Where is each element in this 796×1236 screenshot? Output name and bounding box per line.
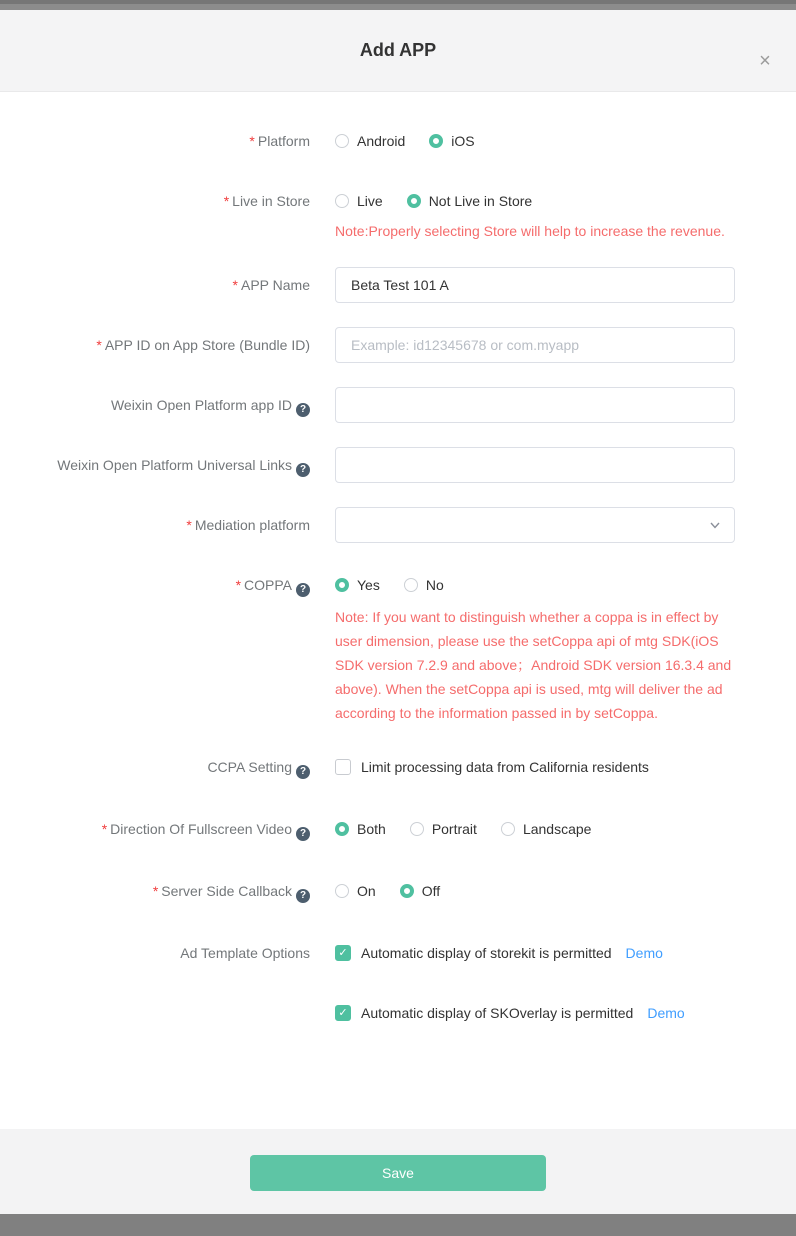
app-name-input[interactable]	[335, 267, 735, 303]
direction-radio-both[interactable]: Both	[335, 819, 386, 839]
server-callback-label: * Server Side Callback ?	[0, 881, 310, 903]
live-in-store-row	[0, 191, 796, 211]
ad-template-storekit-row	[0, 943, 796, 963]
mediation-platform-row	[0, 507, 796, 543]
weixin-app-id-row	[0, 387, 796, 423]
live-in-store-radio-group	[335, 191, 735, 211]
help-icon[interactable]: ?	[296, 889, 310, 903]
direction-radio-portrait[interactable]: Portrait	[410, 819, 477, 839]
platform-radio-ios[interactable]: iOS	[429, 131, 474, 151]
storekit-demo-link[interactable]: Demo	[625, 945, 663, 961]
check-icon: ✓	[338, 946, 348, 959]
server-callback-radio-off[interactable]: Off	[400, 881, 440, 901]
app-name-row	[0, 267, 796, 303]
server-callback-row	[0, 881, 796, 903]
ccpa-row	[0, 757, 796, 779]
app-id-label: * APP ID on App Store (Bundle ID)	[96, 337, 310, 353]
live-in-store-label: * Live in Store	[223, 193, 310, 209]
live-radio-live[interactable]: Live	[335, 191, 383, 211]
weixin-app-id-input[interactable]	[335, 387, 735, 423]
skoverlay-demo-link[interactable]: Demo	[647, 1005, 685, 1021]
server-callback-radio-group	[335, 881, 735, 901]
platform-radio-group	[335, 131, 735, 151]
direction-radio-landscape[interactable]: Landscape	[501, 819, 592, 839]
required-marker: *	[152, 883, 159, 899]
coppa-note: Note: If you want to distinguish whether a coppa is in effect by user dimension, please use the setCoppa api of mtg SDK(iOS SDK version 7.2.9 and above；Android SDK version 16.3.4 and above). When the setCoppa api is used, mtg will deliver the ad according to the information passed in by setCoppa.	[335, 609, 732, 721]
modal-footer	[0, 1129, 796, 1214]
platform-row	[0, 131, 796, 151]
weixin-app-id-label: Weixin Open Platform app ID ?	[0, 387, 310, 417]
required-marker: *	[223, 193, 230, 209]
required-marker: *	[232, 277, 238, 293]
platform-radio-android[interactable]: Android	[335, 131, 405, 151]
save-button[interactable]: Save	[250, 1155, 546, 1191]
ccpa-checkbox[interactable]	[335, 759, 351, 775]
radio-icon	[335, 194, 349, 208]
app-id-input[interactable]	[335, 327, 735, 363]
required-marker: *	[101, 821, 108, 837]
coppa-radio-group	[335, 575, 735, 595]
direction-row	[0, 819, 796, 841]
page-bottom-bar	[0, 1214, 796, 1235]
radio-selected-icon	[400, 884, 414, 898]
help-icon[interactable]: ?	[296, 765, 310, 779]
chevron-down-icon	[708, 518, 722, 532]
ccpa-label: CCPA Setting ?	[0, 757, 310, 779]
modal-header	[0, 10, 796, 92]
required-marker: *	[235, 577, 242, 593]
live-radio-not-live[interactable]: Not Live in Store	[407, 191, 533, 211]
required-marker: *	[249, 133, 255, 149]
weixin-universal-links-row	[0, 447, 796, 483]
radio-selected-icon	[335, 578, 349, 592]
radio-icon	[501, 822, 515, 836]
ccpa-checkbox-label[interactable]: Limit processing data from California residents	[361, 759, 649, 775]
radio-selected-icon	[429, 134, 443, 148]
direction-radio-group	[335, 819, 735, 839]
mediation-platform-label: * Mediation platform	[186, 517, 310, 533]
radio-icon	[335, 134, 349, 148]
weixin-universal-links-input[interactable]	[335, 447, 735, 483]
help-icon[interactable]: ?	[296, 583, 310, 597]
direction-label: * Direction Of Fullscreen Video ?	[0, 819, 310, 841]
radio-icon	[335, 884, 349, 898]
coppa-radio-no[interactable]: No	[404, 575, 444, 595]
storekit-checkbox-label[interactable]: Automatic display of storekit is permitted	[361, 945, 612, 961]
help-icon[interactable]: ?	[296, 403, 310, 417]
radio-icon	[410, 822, 424, 836]
radio-icon	[404, 578, 418, 592]
help-icon[interactable]: ?	[296, 463, 310, 477]
coppa-radio-yes[interactable]: Yes	[335, 575, 380, 595]
coppa-row	[0, 575, 796, 597]
server-callback-radio-on[interactable]: On	[335, 881, 376, 901]
radio-selected-icon	[335, 822, 349, 836]
ad-template-label: Ad Template Options	[180, 945, 310, 961]
coppa-label: * COPPA ?	[0, 575, 310, 597]
skoverlay-checkbox[interactable]	[335, 1005, 351, 1021]
ad-template-skoverlay-row	[0, 1003, 796, 1023]
modal-title: Add APP	[359, 40, 437, 60]
live-in-store-note: Note:Properly selecting Store will help to increase the revenue.	[335, 223, 725, 239]
radio-selected-icon	[407, 194, 421, 208]
weixin-universal-links-label: Weixin Open Platform Universal Links ?	[0, 447, 310, 477]
close-icon[interactable]: ×	[752, 48, 778, 74]
platform-label: * Platform	[249, 133, 310, 149]
app-name-label: * APP Name	[232, 277, 310, 293]
required-marker: *	[96, 337, 102, 353]
skoverlay-checkbox-label[interactable]: Automatic display of SKOverlay is permitted	[361, 1005, 634, 1021]
check-icon: ✓	[338, 1006, 348, 1019]
add-app-form	[0, 92, 796, 1129]
page-top-bar	[0, 0, 796, 10]
required-marker: *	[186, 517, 192, 533]
app-id-row	[0, 327, 796, 363]
mediation-platform-select[interactable]	[335, 507, 735, 543]
storekit-checkbox[interactable]	[335, 945, 351, 961]
help-icon[interactable]: ?	[296, 827, 310, 841]
